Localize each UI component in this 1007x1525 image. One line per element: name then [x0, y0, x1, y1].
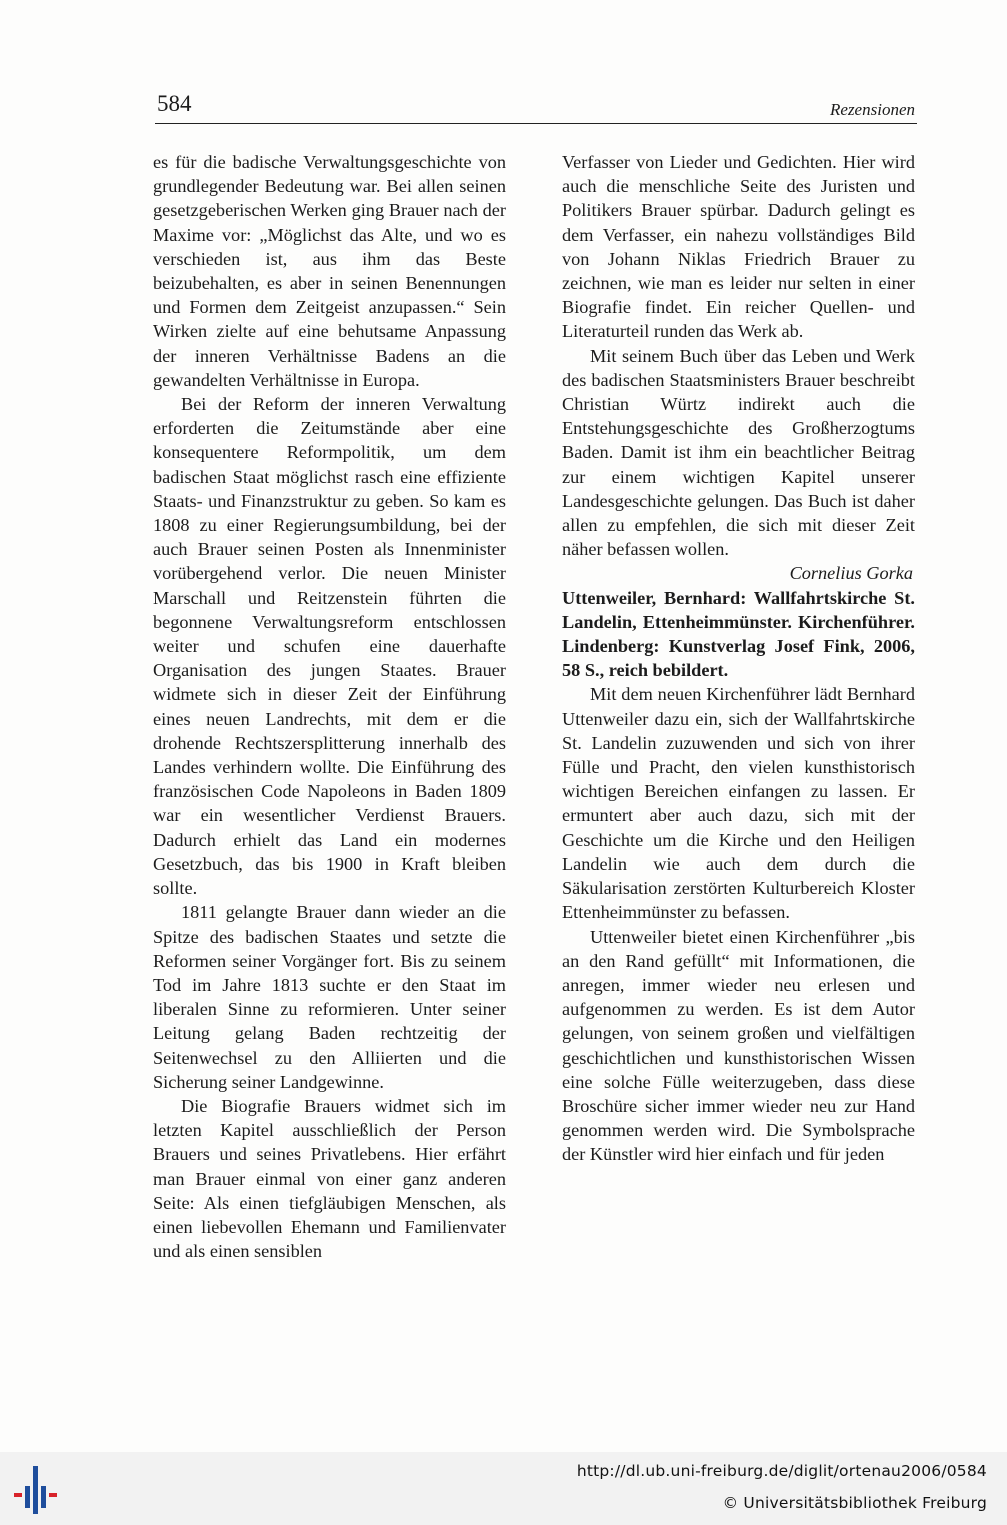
header-rule	[155, 123, 917, 124]
review-title: Uttenweiler, Bernhard: Wallfahrtskirche St. Landelin, Ettenheimmünster. Kirchenführer. Lindenberg: Kunstverlag Josef Fink, 2006, 58 S., reich bebildert.	[562, 587, 915, 681]
footer-url[interactable]: http://dl.ub.uni-freiburg.de/diglit/ortenau2006/0584	[576, 1462, 987, 1480]
running-head: Rezensionen	[830, 100, 915, 119]
paragraph: Uttenweiler bietet einen Kirchenführer „bis an den Rand gefüllt“ mit Informationen, die anregen, immer wieder neu erlesen und aufgenommen zu werden. Es ist dem Autor gelungen, von seinem großen und vielfältigen geschichtlichen und kunsthistorischen Wissen eine solche Fülle weiterzugeben, dass diese Broschüre sicher immer wieder neu zur Hand genommen werden wird. Die Symbolsprache der Künstler wird hier einfach und für jeden	[562, 926, 915, 1165]
paragraph: Die Biografie Brauers widmet sich im letzten Kapitel ausschließlich der Person Brauers und seines Privatlebens. Hier erfährt man Brauer einmal von einer ganz anderen Seite: Als einen tiefgläubigen Menschen, als einen liebevollen Ehemann und Familienvater und als einen sensiblen	[153, 1095, 506, 1262]
right-column	[562, 150, 915, 1167]
footer-bar	[0, 1452, 1007, 1525]
paragraph: Bei der Reform der inneren Verwaltung erforderten die Zeitumstände aber eine konsequentere Reformpolitik, um dem badischen Staat möglichst rasch eine effiziente Staats- und Finanzstruktur zu geben. So kam es 1808 zu einer Regierungsumbildung, bei der auch Brauer seinen Posten als Innenminister vorübergehend verlor. Die neuen Minister Marschall und Reitzenstein führten die begonnene Verwaltungsreform entschlossen weiter und schufen eine dauerhafte Organisation des jungen Staates. Brauer widmete sich in dieser Zeit der Einführung eines neuen Landrechts, mit dem er die drohende Rechtszersplitterung innerhalb des Landes verhindern wollte. Die Einführung des französischen Code Napoleons in Baden 1809 war ein wesentlicher Verdienst Brauers. Dadurch erhielt das Land ein modernes Gesetzbuch, das bis 1900 in Kraft bleiben sollte.	[153, 394, 506, 899]
paragraph: es für die badische Verwaltungsgeschichte von grundlegender Bedeutung war. Bei allen seinen gesetzgeberischen Werken ging Brauer nach der Maxime vor: „Möglichst das Alte, und wo es verschieden ist, aus ihm das Beste beizubehalten, es aber in seinen Benennungen und Formen dem Zeitgeist anzupassen.“ Sein Wirken zielte auf eine behutsame Anpassung der inneren Verhältnisse Badens an die gewandelten Verhältnisse in Europa.	[153, 152, 506, 390]
footer-copyright: © Universitätsbibliothek Freiburg	[722, 1494, 987, 1512]
paragraph: Mit dem neuen Kirchenführer lädt Bernhard Uttenweiler dazu ein, sich der Wallfahrtskirche St. Landelin zuzuwenden und sich von ihrer Fülle und Pracht, den vielen kunsthistorisch wichtigen Bereichen einfangen zu lassen. Er ermuntert aber auch dazu, sich mit der Geschichte um die Kirche und den Heiligen Landelin wie auch dem durch die Säkularisation zerstörten Kulturbereich Kloster Ettenheimmünster zu befassen.	[562, 684, 915, 923]
page-number: 584	[157, 91, 192, 116]
paragraph: Mit seinem Buch über das Leben und Werk des badischen Staatsministers Brauer beschreibt Christian Würtz indirekt auch die Entstehungsgeschichte des Großherzogtums Baden. Damit ist ihm ein beachtlicher Beitrag zur einem wichtigen Kapitel unserer Landesgeschichte gelungen. Das Buch ist daher allen zu empfehlen, die sich mit dieser Zeit näher befassen wollen.	[562, 345, 915, 560]
paragraph: Verfasser von Lieder und Gedichten. Hier wird auch die menschliche Seite des Juristen und Politikers Brauer spürbar. Dadurch gelingt es dem Verfasser, ein nahezu vollständiges Bild von Johann Niklas Friedrich Brauer zu zeichnen, wie man es leider nur selten in einer Biografie findet. Ein reicher Quellen- und Literaturteil runden das Werk ab.	[562, 152, 915, 342]
ub-freiburg-logo-icon	[12, 1462, 62, 1518]
left-column	[153, 150, 506, 1263]
reviewer-signature: Cornelius Gorka	[789, 563, 913, 584]
paragraph: 1811 gelangte Brauer dann wieder an die Spitze des badischen Staates und setzte die Reformen seiner Vorgänger fort. Bis zu seinem Tod im Jahre 1813 suchte er den Staat im liberalen Sinne zu reformieren. Unter seiner Leitung gelang Baden rechtzeitig der Seitenwechsel zu den Alliierten und die Sicherung seiner Landgewinne.	[153, 902, 506, 1092]
